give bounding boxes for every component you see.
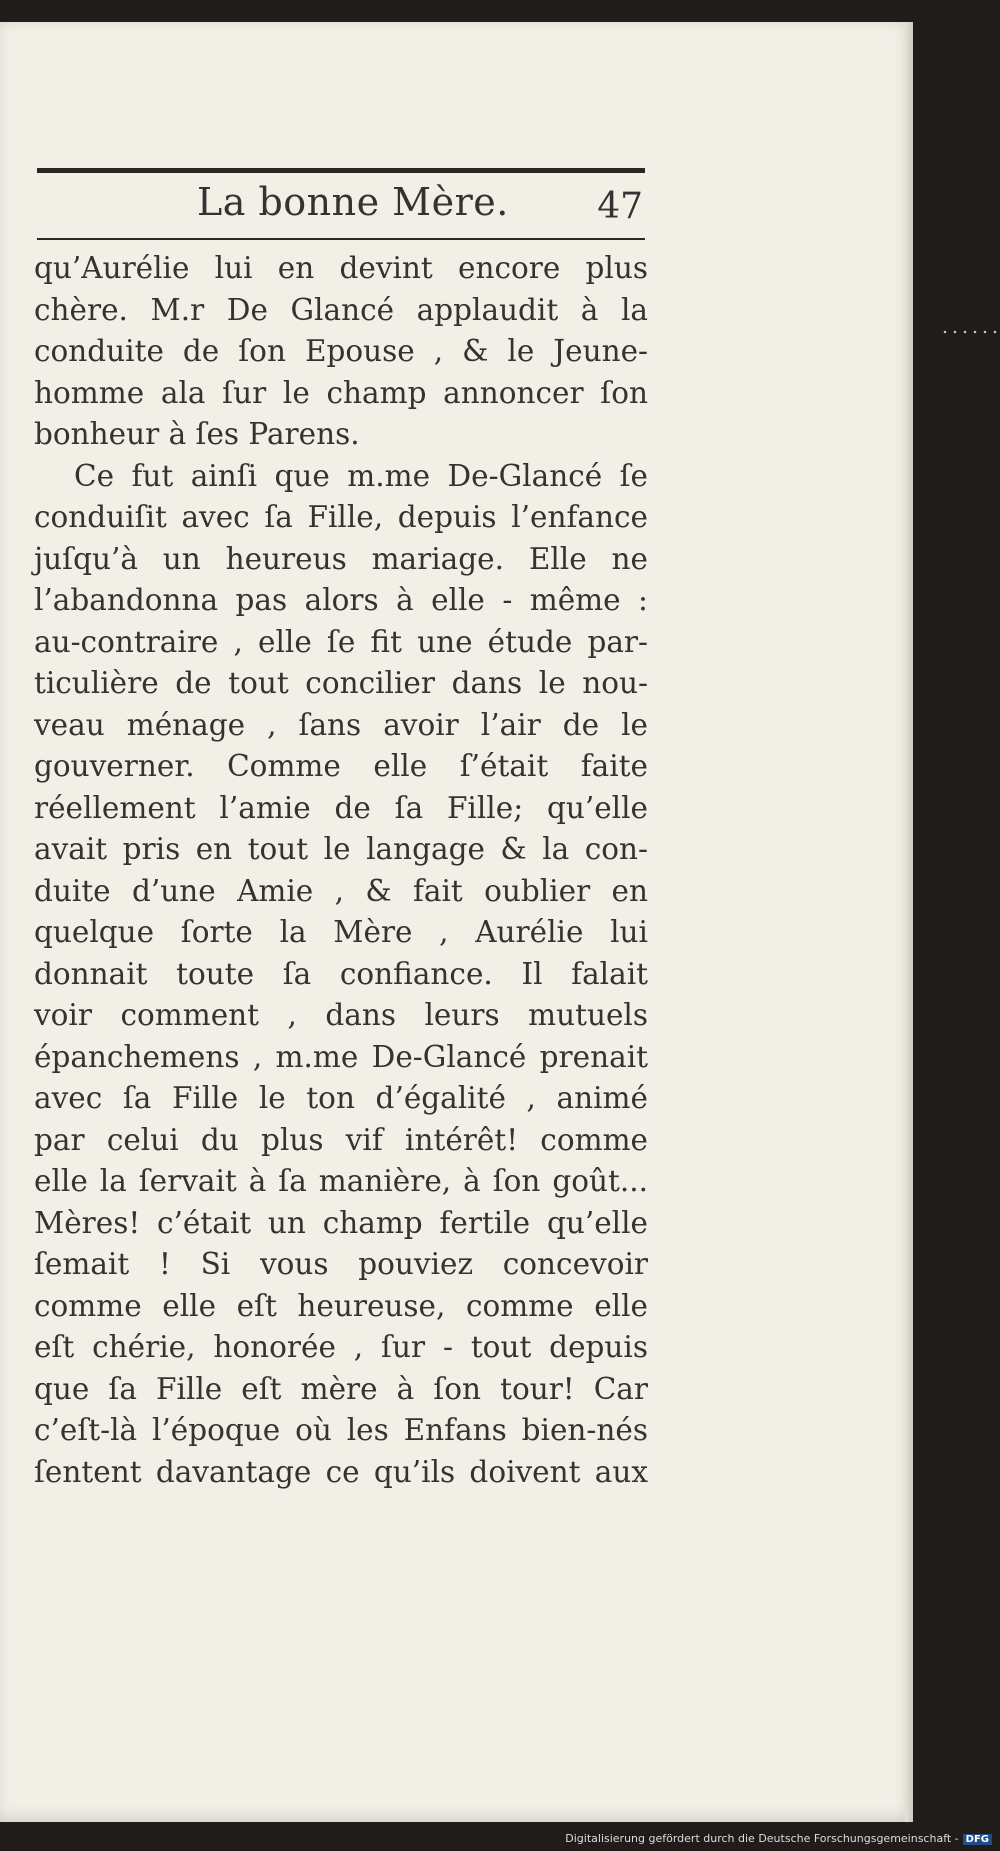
text-line: que ſa Fille eſt mère à ſon tour! Car <box>34 1371 648 1406</box>
digitization-credit <box>565 1832 992 1845</box>
text-line: comme elle eſt heureuse, comme elle <box>34 1288 648 1323</box>
page-number: 47 <box>597 186 643 227</box>
text-line: veau ménage , ſans avoir l’air de le <box>34 707 648 742</box>
text-line: conduite de ſon Epouse , & le Jeune- <box>34 334 648 368</box>
text-line: conduiſit avec ſa Fille, depuis l’enfance <box>34 500 648 534</box>
running-title: La bonne Mère. <box>197 180 509 224</box>
text-line: homme ala ſur le champ annoncer ſon <box>34 375 648 410</box>
text-line: avec ſa Fille le ton d’égalité , animé <box>34 1081 648 1115</box>
credit-text: Digitalisierung gefördert durch die Deutsche Forschungsgemeinschaft - <box>565 1832 959 1845</box>
text-line: gouverner. Comme elle ſ’était faite <box>34 749 648 783</box>
text-line: épanchemens , m.me De-Glancé prenait <box>34 1039 648 1074</box>
text-line: ſentent davantage ce qu’ils doivent aux <box>34 1454 648 1489</box>
dfg-logo: DFG <box>963 1834 992 1845</box>
header-rule-top <box>37 168 645 173</box>
text-line: qu’Aurélie lui en devint encore plus <box>34 251 648 285</box>
text-line: ticulière de tout concilier dans le nou- <box>34 666 648 700</box>
page-edge <box>905 22 913 1822</box>
text-line: avait pris en tout le langage & la con- <box>34 832 648 866</box>
running-head <box>37 176 645 234</box>
text-line: juſqu’à un heureus mariage. Elle ne <box>34 541 648 576</box>
text-line: voir comment , dans leurs mutuels <box>34 998 648 1032</box>
text-line: au-contraire , elle ſe fit une étude par- <box>34 624 648 659</box>
text-line: l’abandonna pas alors à elle - même : <box>34 583 648 617</box>
text-line: duite d’une Amie , & fait oublier en <box>34 873 648 908</box>
text-line: Mères! c’était un champ fertile qu’elle <box>34 1205 648 1240</box>
header-rule-bottom <box>37 238 645 240</box>
text-line: eſt chérie, honorée , ſur - tout depuis <box>34 1330 648 1364</box>
text-line: ſemait ! Si vous pouviez concevoir <box>34 1247 648 1281</box>
text-line: elle la ſervait à ſa manière, à ſon goût... <box>34 1164 648 1198</box>
scan-artifact-dots <box>940 330 1000 334</box>
text-line: Ce fut ainſi que m.me De-Glancé ſe <box>74 458 648 493</box>
body-text <box>34 248 648 1493</box>
text-line: bonheur à ſes Parens. <box>34 417 360 451</box>
text-line: par celui du plus vif intérêt! comme <box>34 1122 648 1157</box>
text-line: chère. M.r De Glancé applaudit à la <box>34 292 648 327</box>
text-line: donnait toute ſa confiance. Il falait <box>34 956 648 991</box>
text-line: c’eſt-là l’époque où les Enfans bien-nés <box>34 1413 648 1447</box>
text-line: réellement l’amie de ſa Fille; qu’elle <box>34 790 648 825</box>
text-line: quelque ſorte la Mère , Aurélie lui <box>34 915 648 949</box>
